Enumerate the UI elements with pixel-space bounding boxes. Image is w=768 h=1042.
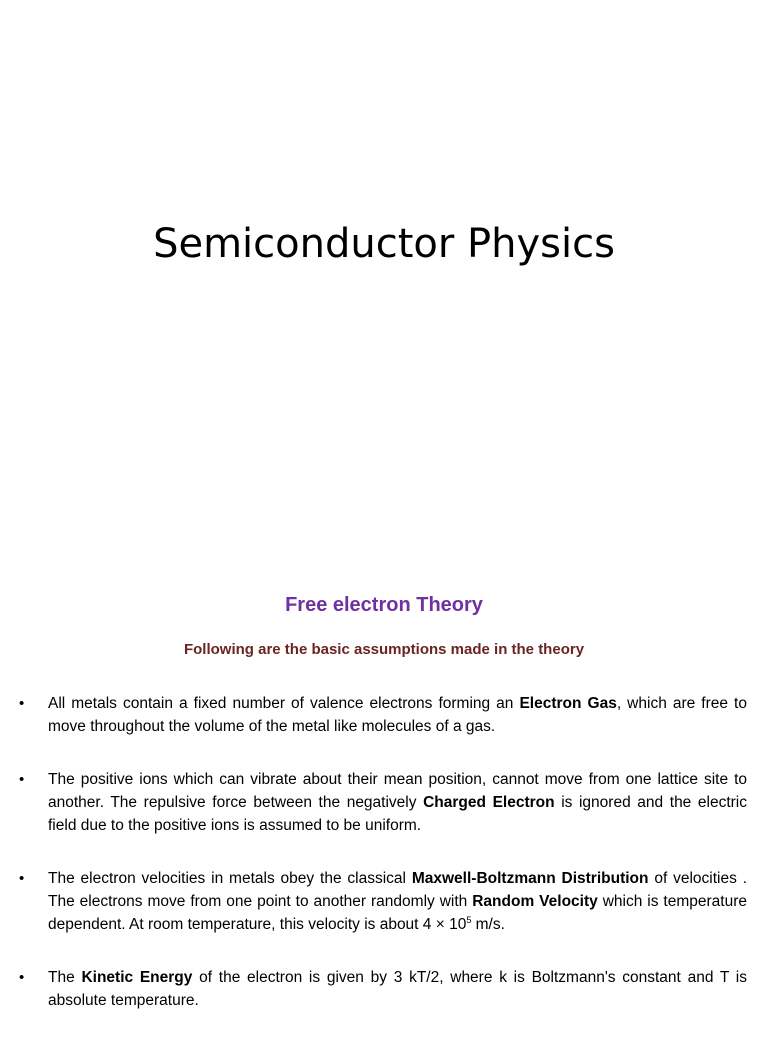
- list-item-text: The electron velocities in metals obey the classical: [48, 870, 412, 887]
- list-item: [0, 768, 768, 837]
- bullet-icon: •: [19, 695, 25, 712]
- list-item-text: , which are free to move throughout the volume of the metal like molecules of a gas.: [48, 695, 747, 735]
- exponent: 5: [466, 914, 472, 925]
- bullet-icon: •: [19, 771, 25, 788]
- list-item-bold: Random Velocity: [472, 893, 598, 910]
- slide-title: Semiconductor Physics: [153, 221, 615, 267]
- list-item-text: is ignored and the electric field due to the positive ions is assumed to be uniform.: [48, 794, 748, 834]
- section-subheading: Following are the basic assumptions made in the theory: [183, 641, 585, 658]
- assumptions-list: [0, 692, 768, 1042]
- list-item-text: The: [48, 969, 82, 986]
- list-item-bold: Charged Electron: [423, 794, 555, 811]
- list-item-bold: Electron Gas: [519, 695, 617, 712]
- list-item-text: All metals contain a fixed number of valence electrons forming an: [48, 695, 520, 712]
- section-heading: Free electron Theory: [285, 594, 483, 616]
- bullet-icon: •: [19, 969, 25, 986]
- list-item-bold: Maxwell-Boltzmann Distribution: [411, 870, 649, 887]
- list-item: [0, 966, 768, 1012]
- list-item-text: of velocities . The electrons move from one point to another randomly with: [48, 870, 748, 910]
- list-item: [0, 692, 768, 738]
- bullet-icon: •: [19, 870, 25, 887]
- list-item-text: which is temperature dependent. At room temperature, this velocity is about 4 × 10: [48, 893, 747, 933]
- list-item-text: m/s.: [471, 916, 505, 933]
- list-item-text: The positive ions which can vibrate about their mean position, cannot move from one lattice site to another. The repulsive force between the negatively: [48, 771, 747, 811]
- list-item-bold: Kinetic Energy: [81, 969, 193, 986]
- list-item-text: of the electron is given by 3 kT/2, where k is Boltzmann's constant and T is absolute temperature.: [48, 969, 747, 1009]
- list-item: [0, 867, 768, 936]
